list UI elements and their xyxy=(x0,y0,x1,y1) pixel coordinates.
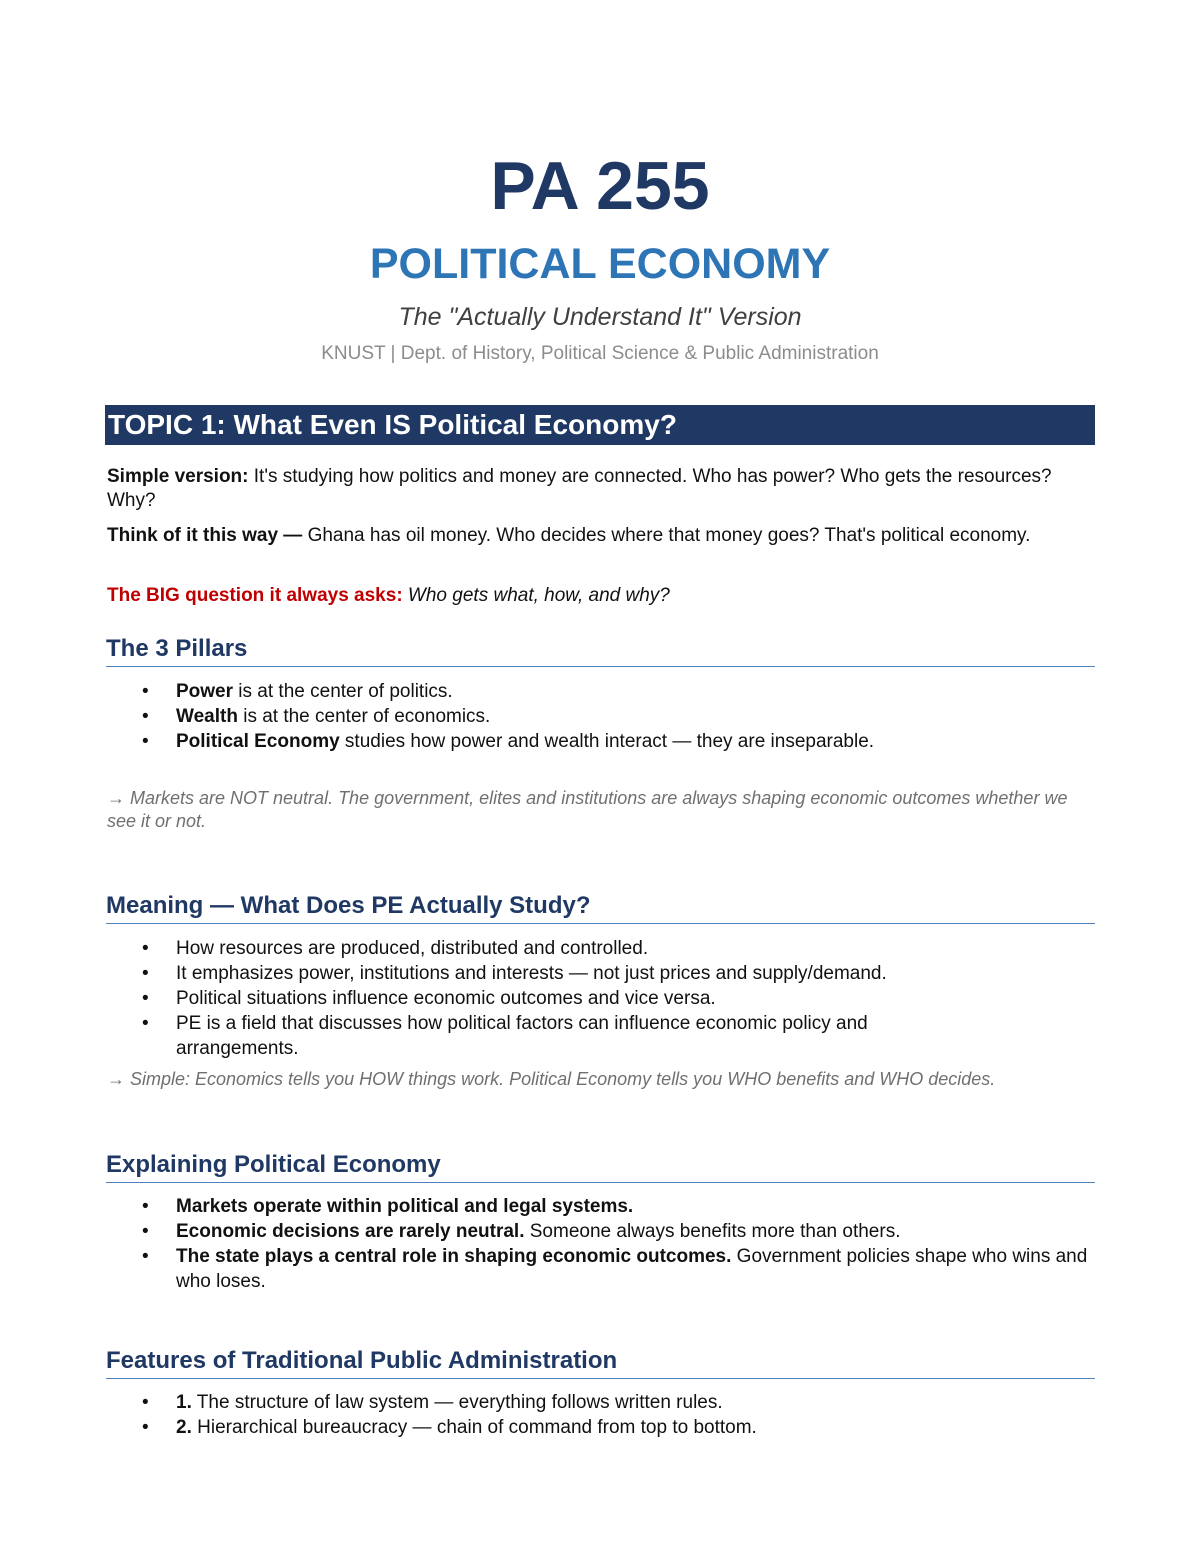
tagline: The "Actually Understand It" Version xyxy=(398,303,802,331)
list-item-text: Political situations influence economic outcomes and vice versa. xyxy=(176,988,716,1009)
think-of-it-paragraph xyxy=(107,524,1092,548)
bullet-icon: • xyxy=(142,1417,149,1438)
list-item-bold: The state plays a central role in shaping economic outcomes. xyxy=(176,1246,732,1267)
list-item-text: Hierarchical bureaucracy — chain of command from top to bottom. xyxy=(191,1417,757,1438)
bullet-icon: • xyxy=(142,988,149,1009)
bullet-icon: • xyxy=(142,681,149,702)
list-item-text: How resources are produced, distributed and controlled. xyxy=(176,938,649,959)
list-item-bold: Power xyxy=(176,681,234,702)
simple-version-paragraph xyxy=(107,465,1092,513)
list-item xyxy=(0,1415,1100,1440)
list-item-bold: 2. xyxy=(176,1417,192,1438)
list-item xyxy=(0,986,1100,1011)
simple-version-label: Simple version: xyxy=(107,466,249,487)
list-item-text: PE is a field that discusses how political factors can influence economic policy and arrangements. xyxy=(176,1013,868,1059)
pillars-list xyxy=(0,679,1100,754)
bullet-icon: • xyxy=(142,1246,149,1267)
list-item-text: is at the center of politics. xyxy=(233,681,453,702)
section-heading-features: Features of Traditional Public Administration xyxy=(106,1346,1095,1379)
list-item-text: Someone always benefits more than others. xyxy=(524,1221,901,1242)
think-of-it-label: Think of it this way — xyxy=(107,525,303,546)
bullet-icon: • xyxy=(142,1221,149,1242)
bullet-icon: • xyxy=(142,938,149,959)
section-heading-pillars: The 3 Pillars xyxy=(106,634,1095,667)
list-item-text: The structure of law system — everything follows written rules. xyxy=(191,1392,723,1413)
list-item-bold: Political Economy xyxy=(176,731,340,752)
simple-version-text: It's studying how politics and money are connected. Who has power? Who gets the resources? Why? xyxy=(107,466,1052,511)
list-item xyxy=(0,1219,1100,1244)
section-heading-meaning: Meaning — What Does PE Actually Study? xyxy=(106,891,1095,924)
big-question-text: Who gets what, how, and why? xyxy=(402,585,670,606)
pillars-note: → Markets are NOT neutral. The government, elites and institutions are always shaping economic outcomes whether we see it or not. xyxy=(107,788,1068,831)
list-item xyxy=(0,936,1100,961)
bullet-icon: • xyxy=(142,731,149,752)
meaning-note: → Simple: Economics tells you HOW things work. Political Economy tells you WHO benefits and WHO decides. xyxy=(107,1069,996,1089)
list-item xyxy=(0,1011,991,1061)
section-heading-explaining: Explaining Political Economy xyxy=(106,1150,1095,1183)
course-code-title: PA 255 xyxy=(490,148,710,224)
list-item-bold: 1. xyxy=(176,1392,192,1413)
meaning-list xyxy=(0,936,1100,1061)
list-item-bold: Wealth xyxy=(176,706,238,727)
list-item-bold: Markets operate within political and legal systems. xyxy=(176,1196,634,1217)
list-item xyxy=(0,1194,1100,1219)
bullet-icon: • xyxy=(142,1013,149,1034)
list-item xyxy=(0,1390,1100,1415)
bullet-icon: • xyxy=(142,706,149,727)
list-item xyxy=(0,961,1100,986)
list-item xyxy=(0,729,1100,754)
department-line: KNUST | Dept. of History, Political Science & Public Administration xyxy=(321,343,879,364)
list-item xyxy=(0,1244,1101,1294)
features-list xyxy=(0,1390,1100,1440)
course-subtitle: POLITICAL ECONOMY xyxy=(369,240,831,288)
bullet-icon: • xyxy=(142,1196,149,1217)
list-item-text: is at the center of economics. xyxy=(237,706,491,727)
list-item-text: studies how power and wealth interact — they are inseparable. xyxy=(339,731,875,752)
list-item-bold: Economic decisions are rarely neutral. xyxy=(176,1221,525,1242)
explaining-list xyxy=(0,1194,1100,1294)
list-item xyxy=(0,679,1100,704)
bullet-icon: • xyxy=(142,963,149,984)
list-item-text: Government policies shape who wins and who loses. xyxy=(176,1246,1088,1292)
list-item xyxy=(0,704,1100,729)
topic-1-banner: TOPIC 1: What Even IS Political Economy? xyxy=(105,405,1095,445)
big-question-label: The BIG question it always asks: xyxy=(107,585,403,606)
think-of-it-text: Ghana has oil money. Who decides where that money goes? That's political economy. xyxy=(302,525,1031,546)
bullet-icon: • xyxy=(142,1392,149,1413)
big-question-paragraph xyxy=(107,584,1092,608)
list-item-text: It emphasizes power, institutions and interests — not just prices and supply/demand. xyxy=(176,963,887,984)
